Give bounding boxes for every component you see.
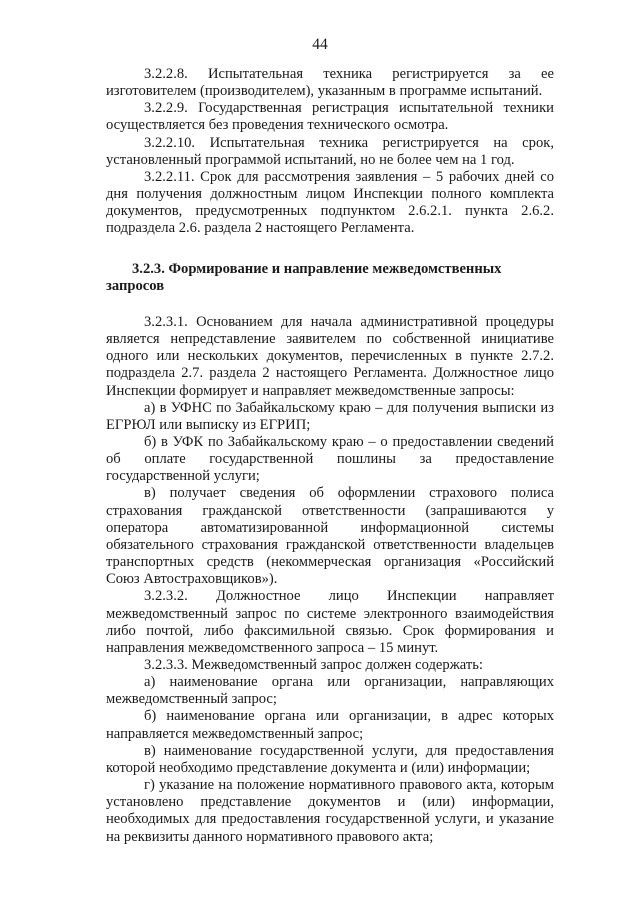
paragraph-3-2-3-2: 3.2.3.2. Должностное лицо Инспекции направляет межведомственный запрос по системе электронного взаимодействия либо почтой, либо факсимильной связью. Срок формирования и направления межведомственного запроса – 15 минут. xyxy=(106,588,554,656)
paragraph-3-2-3-1: 3.2.3.1. Основанием для начала административной процедуры является непредставление заявителем по собственной инициативе одного или нескольких документов, перечисленных в пункте 2.7.2. подраздела 2.7. раздела 2 настоящего Регламента. Должностное лицо Инспекции формирует и направляет межведомственные запросы: xyxy=(106,313,554,399)
list-item-a-ufns: а) в УФНС по Забайкальскому краю – для получения выписки из ЕГРЮЛ или выписку из ЕГРИП; xyxy=(106,399,554,433)
paragraph-3-2-3-3: 3.2.3.3. Межведомственный запрос должен содержать: xyxy=(144,657,483,673)
paragraph-3-2-2-9: 3.2.2.9. Государственная регистрация испытательной техники осуществляется без проведения технического осмотра. xyxy=(106,100,554,134)
paragraph-3-2-2-11: 3.2.2.11. Срок для рассмотрения заявления – 5 рабочих дней со дня получения должностным лицом Инспекции полного комплекта документов, предусмотренных подпунктом 2.6.2.1. пункта 2.6.2. подраздела 2.6. раздела 2 настоящего Регламента. xyxy=(106,168,554,237)
list-item-v-insurance: в) получает сведения об оформлении страхового полиса страхования гражданской ответственности (запрашиваются у оператора автоматизированной информационной системы обязательного страхования гражданской ответственности владельцев транспортных средств (некоммерческая организация «Российский Союз Автостраховщиков»). xyxy=(106,485,554,588)
section-heading: 3.2.3. Формирование и направление межведомственных запросов xyxy=(106,260,502,294)
list-item-b-ufk: б) в УФК по Забайкальскому краю – о предоставлении сведений об оплате государственной пошлины за предоставление государственной услуги; xyxy=(106,433,554,485)
list-item-b-recipient-body: б) наименование органа или организации, в адрес которых направляется межведомственный запрос; xyxy=(106,708,554,742)
page-number: 44 xyxy=(312,36,328,53)
list-item-g-legal-act: г) указание на положение нормативного правового акта, которым установлено представление документов и (или) информации, необходимых для предоставления государственной услуги, и указание на реквизиты данного нормативного правового акта; xyxy=(106,777,554,845)
spacer xyxy=(106,238,554,261)
spacer xyxy=(106,295,554,314)
list-item-a-requesting-body: а) наименование органа или организации, направляющих межведомственный запрос; xyxy=(106,674,554,708)
document-body xyxy=(106,66,554,846)
paragraph-3-2-2-10: 3.2.2.10. Испытательная техника регистрируется на срок, установленный программой испытаний, но не более чем на 1 год. xyxy=(106,134,554,168)
list-item-v-service-name: в) наименование государственной услуги, для предоставления которой необходимо представление документа и (или) информации; xyxy=(106,742,554,776)
paragraph-3-2-2-8: 3.2.2.8. Испытательная техника регистрируется за ее изготовителем (производителем), указанным в программе испытаний. xyxy=(106,66,554,100)
